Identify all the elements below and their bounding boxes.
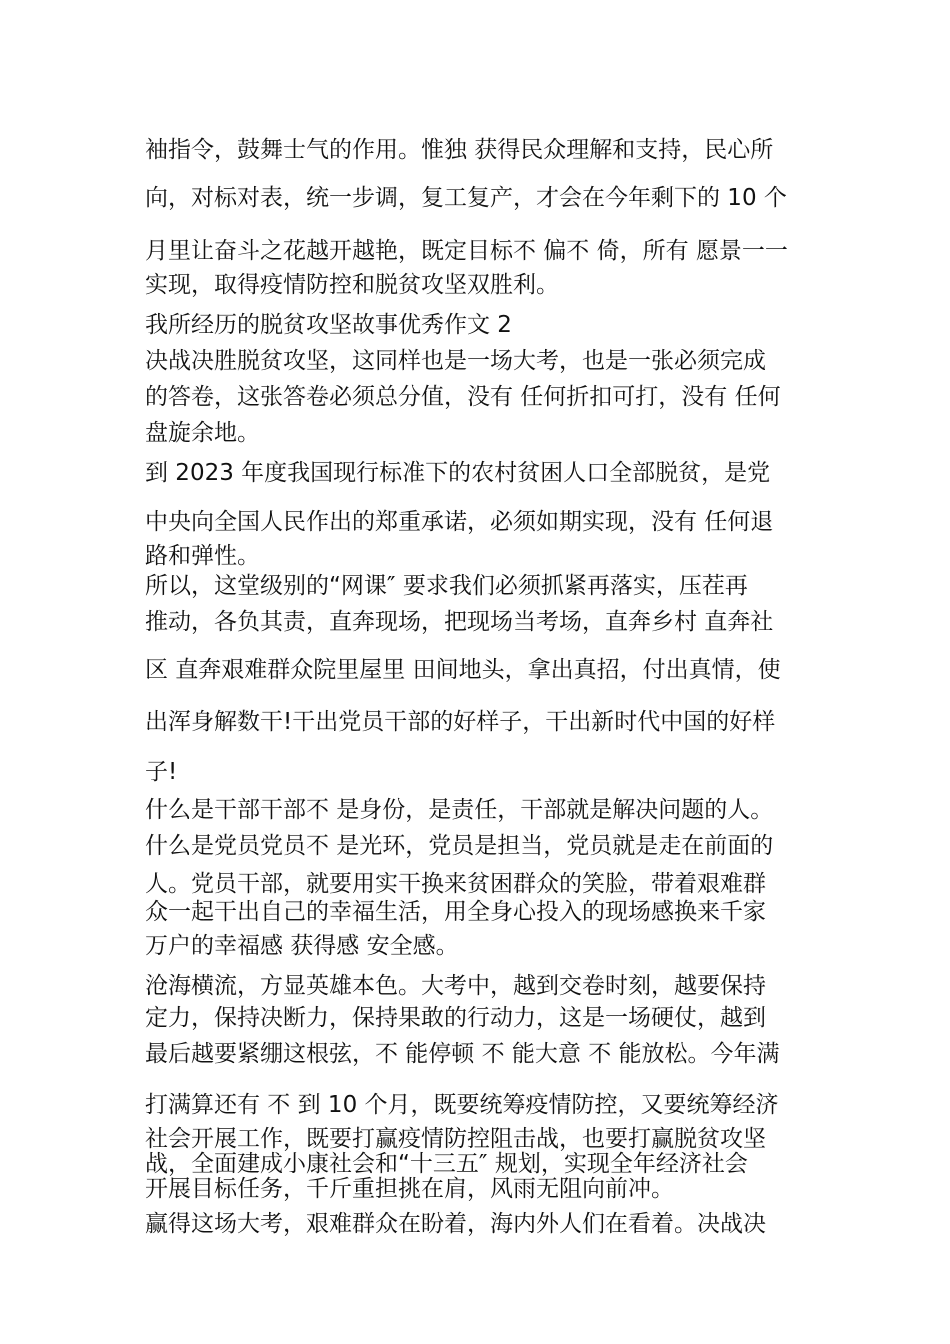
text-line: 盘旋余地。 (145, 420, 260, 446)
text-line: 万户的幸福感 获得感 安全感。 (145, 933, 459, 959)
text-line: 开展目标任务，千斤重担挑在肩，风雨无阻向前冲。 (145, 1176, 674, 1202)
text-line: 最后越要紧绷这根弦，不 能停顿 不 能大意 不 能放松。今年满 (145, 1041, 780, 1067)
text-line: 社会开展工作，既要打赢疫情防控阻击战，也要打赢脱贫攻坚 (145, 1126, 766, 1152)
text-line: 决战决胜脱贫攻坚，这同样也是一场大考，也是一张必须完成 (145, 348, 766, 374)
text-line: 路和弹性。 (145, 543, 260, 569)
text-line: 袖指令，鼓舞士气的作用。惟独 获得民众理解和支持，民心所 (145, 137, 774, 163)
text-line: 的答卷，这张答卷必须总分值，没有 任何折扣可打，没有 任何 (145, 384, 781, 410)
text-line: 赢得这场大考，艰难群众在盼着，海内外人们在看着。决战决 (145, 1211, 766, 1237)
text-line: 什么是党员党员不 是光环，党员是担当，党员就是走在前面的 (145, 833, 774, 859)
text-line: 向，对标对表，统一步调，复工复产，才会在今年剩下的 10 个 (145, 185, 787, 211)
text-line: 到 2023 年度我国现行标准下的农村贫困人口全部脱贫，是党 (145, 460, 771, 486)
text-line: 出浑身解数干!干出党员干部的好样子，干出新时代中国的好样 (145, 709, 776, 735)
text-line: 战，全面建成小康社会和“十三五″ 规划，实现全年经济社会 (145, 1151, 748, 1177)
text-line: 人。党员干部，就要用实干换来贫困群众的笑脸，带着艰难群 (145, 871, 766, 897)
text-line: 沧海横流，方显英雄本色。大考中，越到交卷时刻，越要保持 (145, 973, 766, 999)
text-line: 月里让奋斗之花越开越艳，既定目标不 偏不 倚，所有 愿景一一 (145, 238, 788, 264)
text-line: 定力，保持决断力，保持果敢的行动力，这是一场硬仗，越到 (145, 1005, 766, 1031)
text-line: 子! (145, 759, 178, 785)
text-line: 中央向全国人民作出的郑重承诺，必须如期实现，没有 任何退 (145, 509, 774, 535)
section-heading: 我所经历的脱贫攻坚故事优秀作文 2 (145, 312, 512, 338)
text-line: 众一起干出自己的幸福生活，用全身心投入的现场感换来千家 (145, 899, 766, 925)
text-line: 推动，各负其责，直奔现场，把现场当考场，直奔乡村 直奔社 (145, 609, 774, 635)
text-line: 区 直奔艰难群众院里屋里 田间地头，拿出真招，付出真情，使 (145, 657, 781, 683)
text-line: 打满算还有 不 到 10 个月，既要统筹疫情防控，又要统筹经济 (145, 1092, 779, 1118)
text-line: 实现，取得疫情防控和脱贫攻坚双胜利。 (145, 272, 559, 298)
text-line: 所以，这堂级别的“网课″ 要求我们必须抓紧再落实，压茬再 (145, 573, 748, 599)
text-line: 什么是干部干部不 是身份，是责任，干部就是解决问题的人。 (145, 797, 774, 823)
